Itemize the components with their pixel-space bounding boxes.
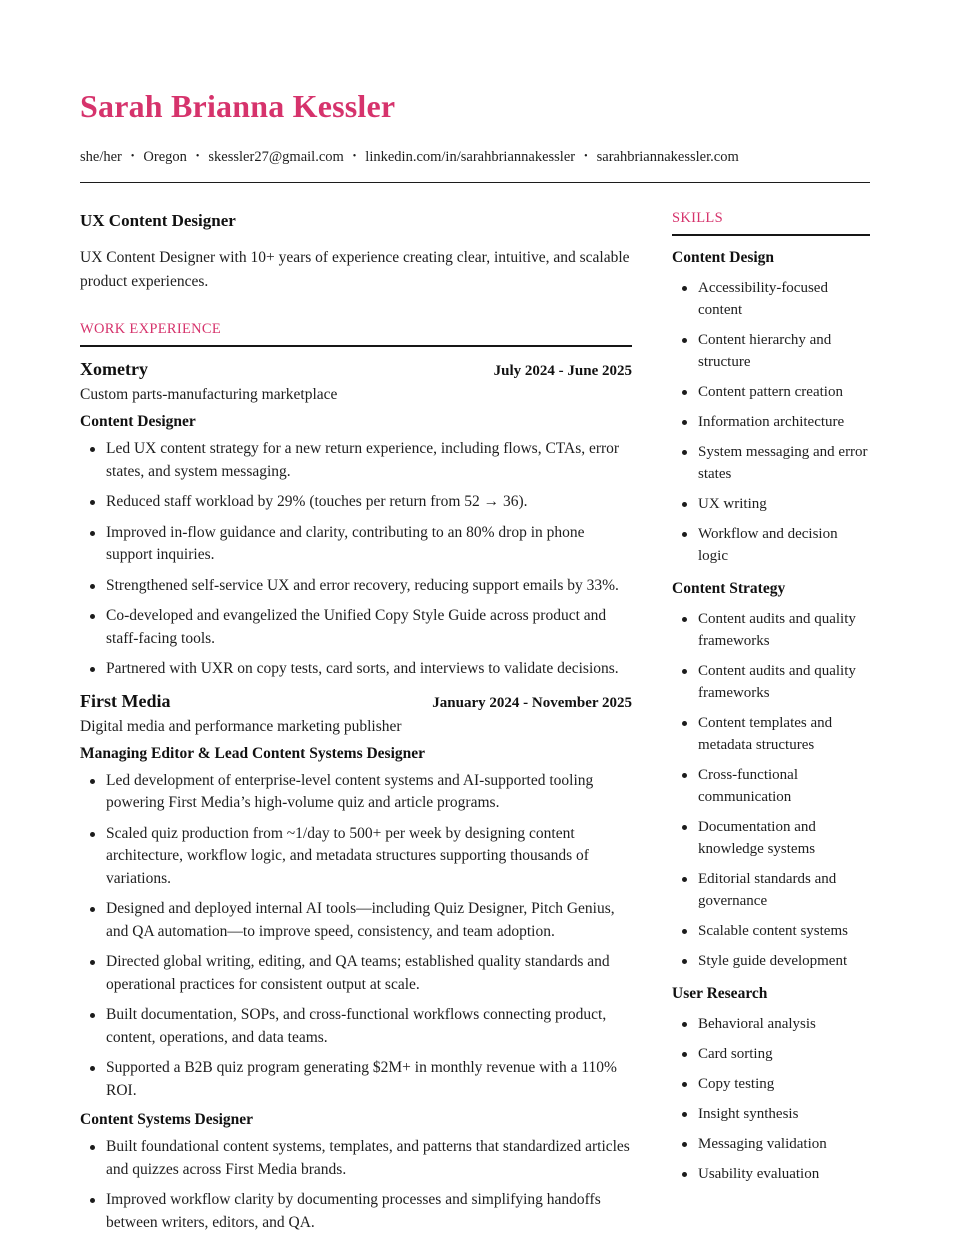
skill-item: System messaging and error states bbox=[672, 441, 870, 485]
skill-item-list bbox=[672, 608, 870, 972]
job-bullet-list bbox=[80, 1136, 632, 1234]
skill-item: Insight synthesis bbox=[672, 1103, 870, 1125]
skill-item: Editorial standards and governance bbox=[672, 868, 870, 912]
job-header-row bbox=[80, 359, 632, 380]
skill-item: Workflow and decision logic bbox=[672, 523, 870, 567]
contact-separator: • bbox=[584, 151, 588, 162]
job-bullet: Led development of enterprise-level content systems and AI-supported tooling powering First Media’s high-volume quiz and article programs. bbox=[80, 770, 632, 815]
contact-item: sarahbriannakessler.com bbox=[596, 149, 739, 165]
resume-header bbox=[80, 88, 870, 166]
contact-separator: • bbox=[352, 151, 357, 162]
job-bullet: Designed and deployed internal AI tools—including Quiz Designer, Pitch Genius, and QA automation—to improve speed, consistency, and team adoption. bbox=[80, 898, 632, 943]
company-description: Digital media and performance marketing publisher bbox=[80, 717, 402, 735]
job-dates: January 2024 - November 2025 bbox=[432, 694, 632, 711]
skills-groups bbox=[672, 249, 870, 1185]
job-bullet: Improved workflow clarity by documenting processes and simplifying handoffs between writers, editors, and QA. bbox=[80, 1189, 632, 1234]
summary-text: UX Content Designer with 10+ years of experience creating clear, intuitive, and scalable product experiences. bbox=[80, 249, 630, 290]
skill-item: Behavioral analysis bbox=[672, 1013, 870, 1035]
skill-item: Information architecture bbox=[672, 411, 870, 433]
skill-group-title: Content Design bbox=[672, 249, 775, 266]
company-description: Custom parts-manufacturing marketplace bbox=[80, 386, 338, 403]
skill-item-list bbox=[672, 277, 870, 567]
skill-item: Messaging validation bbox=[672, 1133, 870, 1155]
job-bullet: Strengthened self-service UX and error recovery, reducing support emails by 33%. bbox=[80, 575, 632, 598]
skills-label: SKILLS bbox=[672, 210, 723, 226]
job-bullet: Directed global writing, editing, and QA teams; established quality standards and operational practices for consistent output at scale. bbox=[80, 951, 632, 996]
contact-separator: • bbox=[130, 151, 135, 162]
contact-item: skessler27@gmail.com bbox=[208, 149, 344, 165]
skill-item: Cross-functional communication bbox=[672, 764, 870, 808]
job-bullet: Co-developed and evangelized the Unified Copy Style Guide across product and staff-facing tools. bbox=[80, 605, 632, 650]
skill-item: Content audits and quality frameworks bbox=[672, 608, 870, 652]
skill-item: Scalable content systems bbox=[672, 920, 870, 942]
skill-group-title: User Research bbox=[672, 985, 768, 1002]
role-title: Content Systems Designer bbox=[80, 1111, 254, 1128]
job-bullet-list bbox=[80, 770, 632, 1103]
skill-item: Content audits and quality frameworks bbox=[672, 660, 870, 704]
job-bullet: Supported a B2B quiz program generating $2M+ in monthly revenue with a 110% ROI. bbox=[80, 1057, 632, 1102]
skill-item: Accessibility-focused content bbox=[672, 277, 870, 321]
job-dates: July 2024 - June 2025 bbox=[493, 363, 632, 379]
skill-item: Content pattern creation bbox=[672, 381, 870, 403]
role-title: Content Designer bbox=[80, 413, 196, 430]
job-entry bbox=[80, 359, 632, 681]
person-name: Sarah Brianna Kessler bbox=[80, 88, 396, 124]
skill-item: Content templates and metadata structures bbox=[672, 712, 870, 756]
content-columns bbox=[80, 183, 870, 1234]
skill-item: Style guide development bbox=[672, 950, 870, 972]
skill-item-list bbox=[672, 1013, 870, 1185]
company-name: First Media bbox=[80, 690, 171, 711]
skill-group-title: Content Strategy bbox=[672, 580, 786, 597]
skill-item: UX writing bbox=[672, 493, 870, 515]
job-bullet: Reduced staff workload by 29% (touches per return from 52 → 36). bbox=[80, 491, 632, 514]
contact-item: she/her bbox=[80, 149, 122, 165]
skill-item: Content hierarchy and structure bbox=[672, 329, 870, 373]
jobs-list bbox=[80, 359, 632, 1234]
role-title: Managing Editor & Lead Content Systems Designer bbox=[80, 744, 426, 762]
job-bullet: Partnered with UXR on copy tests, card sorts, and interviews to validate decisions. bbox=[80, 658, 632, 681]
skills-sidebar bbox=[672, 183, 870, 1234]
skill-item: Card sorting bbox=[672, 1043, 870, 1065]
contact-item: linkedin.com/in/sarahbriannakessler bbox=[365, 149, 576, 165]
job-bullet: Led UX content strategy for a new return experience, including flows, CTAs, error states, and system messaging. bbox=[80, 438, 632, 483]
contact-line bbox=[80, 149, 870, 166]
main-column bbox=[80, 183, 632, 1234]
contact-item: Oregon bbox=[143, 149, 187, 165]
job-bullet: Improved in-flow guidance and clarity, contributing to an 80% drop in phone support inquiries. bbox=[80, 522, 632, 567]
skills-divider bbox=[672, 234, 870, 236]
job-bullet: Built documentation, SOPs, and cross-functional workflows connecting product, content, operations, and data teams. bbox=[80, 1004, 632, 1049]
job-header-row bbox=[80, 691, 632, 712]
work-experience-label: WORK EXPERIENCE bbox=[80, 321, 222, 337]
job-bullet: Scaled quiz production from ~1/day to 500+ per week by designing content architecture, workflow logic, and metadata structures supporting thousands of variations. bbox=[80, 823, 632, 891]
job-entry bbox=[80, 691, 632, 1234]
skill-item: Documentation and knowledge systems bbox=[672, 816, 870, 860]
resume-title: UX Content Designer bbox=[80, 211, 236, 230]
job-bullet: Built foundational content systems, templates, and patterns that standardized articles and quizzes across First Media brands. bbox=[80, 1136, 632, 1181]
skill-item: Usability evaluation bbox=[672, 1163, 870, 1185]
skill-item: Copy testing bbox=[672, 1073, 870, 1095]
contact-separator: • bbox=[195, 151, 200, 162]
company-name: Xometry bbox=[80, 359, 148, 379]
job-bullet-list bbox=[80, 438, 632, 681]
work-experience-divider bbox=[80, 345, 632, 347]
